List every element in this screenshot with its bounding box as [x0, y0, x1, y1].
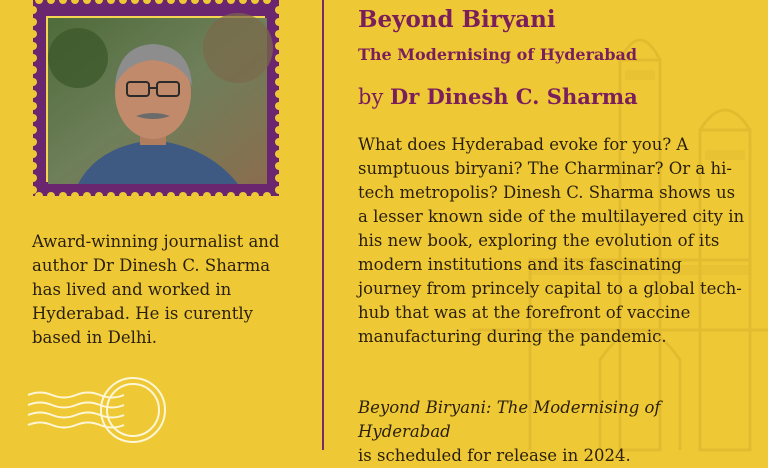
book-title: Beyond Biryani	[358, 6, 556, 33]
author-name: Dr Dinesh C. Sharma	[390, 84, 638, 109]
book-description: What does Hyderabad evoke for you? A sumptuous biryani? The Charminar? Or a hi-tech metropolis? Dinesh C. Sharma shows us a lesser known side of the multilayered city in his new book, exploring the evolution of its modern institutions and its fascinating journey from princely capital to a global tech-hub that was at the forefront of vaccine manufacturing during the pandemic.	[358, 135, 745, 346]
author-portrait	[46, 16, 265, 182]
author-bio: Award-winning journalist and author Dr Dinesh C. Sharma has lived and worked in Hyderabad. He is curently based in Delhi.	[32, 232, 280, 347]
postmark-icon	[28, 370, 178, 450]
book-subtitle: The Modernising of Hyderabad	[358, 45, 638, 64]
release-text: is scheduled for release in 2024.	[358, 446, 631, 465]
byline-prefix: by	[358, 85, 384, 109]
release-note	[358, 396, 758, 468]
byline	[358, 84, 638, 109]
release-title: Beyond Biryani: The Modernising of Hyderabad	[358, 398, 661, 441]
column-divider	[322, 0, 324, 450]
